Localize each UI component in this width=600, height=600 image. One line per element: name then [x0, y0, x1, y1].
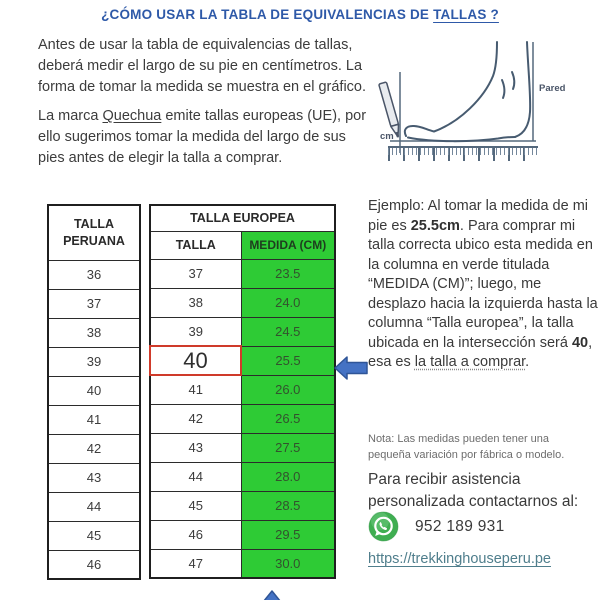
table-row [150, 375, 335, 404]
peruana-cell: 36 [48, 260, 140, 289]
peruana-cell: 40 [48, 376, 140, 405]
example-part4: . [525, 354, 530, 370]
table-row [48, 434, 140, 463]
peruana-cell: 44 [48, 492, 140, 521]
intro-p2-prefix: La marca [38, 108, 103, 124]
table-row [48, 463, 140, 492]
up-pointing-arrow-icon [254, 590, 290, 600]
medida-cell: 28.5 [241, 491, 335, 520]
foot-measurement-diagram [378, 34, 594, 169]
wall-label: Pared [539, 83, 566, 94]
table-row [150, 404, 335, 433]
medida-cell: 25.5 [241, 346, 335, 375]
website-link[interactable]: https://trekkinghouseperu.pe [368, 551, 551, 567]
table-row [150, 520, 335, 549]
table-row [150, 259, 335, 288]
peruana-cell: 42 [48, 434, 140, 463]
table-row [48, 318, 140, 347]
table-row [48, 376, 140, 405]
ruler-icon [388, 146, 538, 161]
example-part3: , esa es [368, 334, 593, 370]
page-title-underlined: TALLAS ? [433, 7, 499, 22]
europea-cell: 39 [150, 317, 241, 346]
table-row [150, 549, 335, 578]
europea-cell: 44 [150, 462, 241, 491]
medida-cell: 24.0 [241, 288, 335, 317]
intro-p2-suffix: emite tallas europeas (UE), por ello sugerimos tomar la medida del largo de sus pies antes de elegir la talla a comprar. [38, 108, 367, 166]
medida-cell: 26.0 [241, 375, 335, 404]
medida-cell: 23.5 [241, 259, 335, 288]
talla-europea-table [149, 204, 336, 579]
example-underlined-phrase: la talla a comprar [414, 354, 526, 370]
example-size-value: 40 [571, 334, 589, 351]
medida-cell: 29.5 [241, 520, 335, 549]
note-text: Nota: Las medidas pueden tener una pequeña variación por fábrica o modelo. [368, 433, 565, 461]
example-measure-value: 25.5cm [410, 217, 460, 234]
europea-cell: 45 [150, 491, 241, 520]
medida-cell: 24.5 [241, 317, 335, 346]
peruana-cell: 46 [48, 550, 140, 579]
intro-paragraph-2 [38, 106, 370, 169]
talla-peruana-table [47, 204, 141, 580]
left-pointing-arrow-icon [334, 353, 368, 383]
europea-cell: 46 [150, 520, 241, 549]
table-row [48, 550, 140, 579]
medida-cell: 28.0 [241, 462, 335, 491]
table-row [48, 347, 140, 376]
table-row [48, 289, 140, 318]
peruana-cell: 37 [48, 289, 140, 318]
talla-europea-body [150, 259, 335, 578]
table-row [150, 317, 335, 346]
talla-peruana-header-line1: TALLA [73, 216, 115, 231]
whatsapp-icon [368, 511, 399, 542]
page-title-text: ¿CÓMO USAR LA TABLA DE EQUIVALENCIAS DE [101, 7, 434, 22]
page-title [0, 7, 600, 22]
talla-peruana-body [48, 260, 140, 579]
europea-cell: 47 [150, 549, 241, 578]
europea-cell: 41 [150, 375, 241, 404]
table-row [150, 346, 335, 375]
example-paragraph [368, 197, 600, 373]
peruana-cell: 39 [48, 347, 140, 376]
peruana-cell: 38 [48, 318, 140, 347]
table-row [48, 492, 140, 521]
table-row [150, 462, 335, 491]
table-row [150, 491, 335, 520]
example-part2: . Para comprar mi talla correcta ubico esta medida en la columna en verde titulada “MEDIDA (CM)”; luego, me desplazo hacia la izquierda hasta la columna “Talla europea”, la talla ubicada en la intersección será [368, 217, 598, 351]
peruana-cell: 45 [48, 521, 140, 550]
peruana-cell: 41 [48, 405, 140, 434]
table-row [48, 521, 140, 550]
talla-peruana-header [48, 205, 140, 260]
medida-cell: 26.5 [241, 404, 335, 433]
talla-europea-header: TALLA EUROPEA [150, 205, 335, 231]
europea-cell-highlighted: 40 [150, 346, 241, 375]
example-part1: Ejemplo: Al tomar la medida de mi pie es [368, 198, 589, 234]
table-row [150, 288, 335, 317]
europea-cell: 43 [150, 433, 241, 462]
table-row [150, 433, 335, 462]
europea-cell: 38 [150, 288, 241, 317]
cm-label: cm [380, 131, 394, 142]
whatsapp-contact[interactable] [368, 511, 505, 542]
medida-cell: 30.0 [241, 549, 335, 578]
medida-cell: 27.5 [241, 433, 335, 462]
sub-header-talla: TALLA [150, 231, 241, 259]
sub-header-medida: MEDIDA (CM) [241, 231, 335, 259]
table-row [48, 405, 140, 434]
peruana-cell: 43 [48, 463, 140, 492]
intro-paragraph-1: Antes de usar la tabla de equivalencias de tallas, deberá medir el largo de su pie en centímetros. La forma de tomar la medida se muestra en el gráfico. [38, 37, 367, 95]
phone-number: 952 189 931 [415, 517, 505, 535]
quechua-link[interactable]: Quechua [102, 108, 162, 124]
pencil-icon [379, 82, 402, 138]
intro-paragraphs [38, 35, 370, 169]
table-row [48, 260, 140, 289]
europea-cell: 42 [150, 404, 241, 433]
europea-cell: 37 [150, 259, 241, 288]
contact-text: Para recibir asistencia personalizada contactarnos al: [368, 471, 579, 510]
foot-outline [405, 42, 530, 141]
talla-peruana-header-line2: PERUANA [63, 233, 125, 248]
